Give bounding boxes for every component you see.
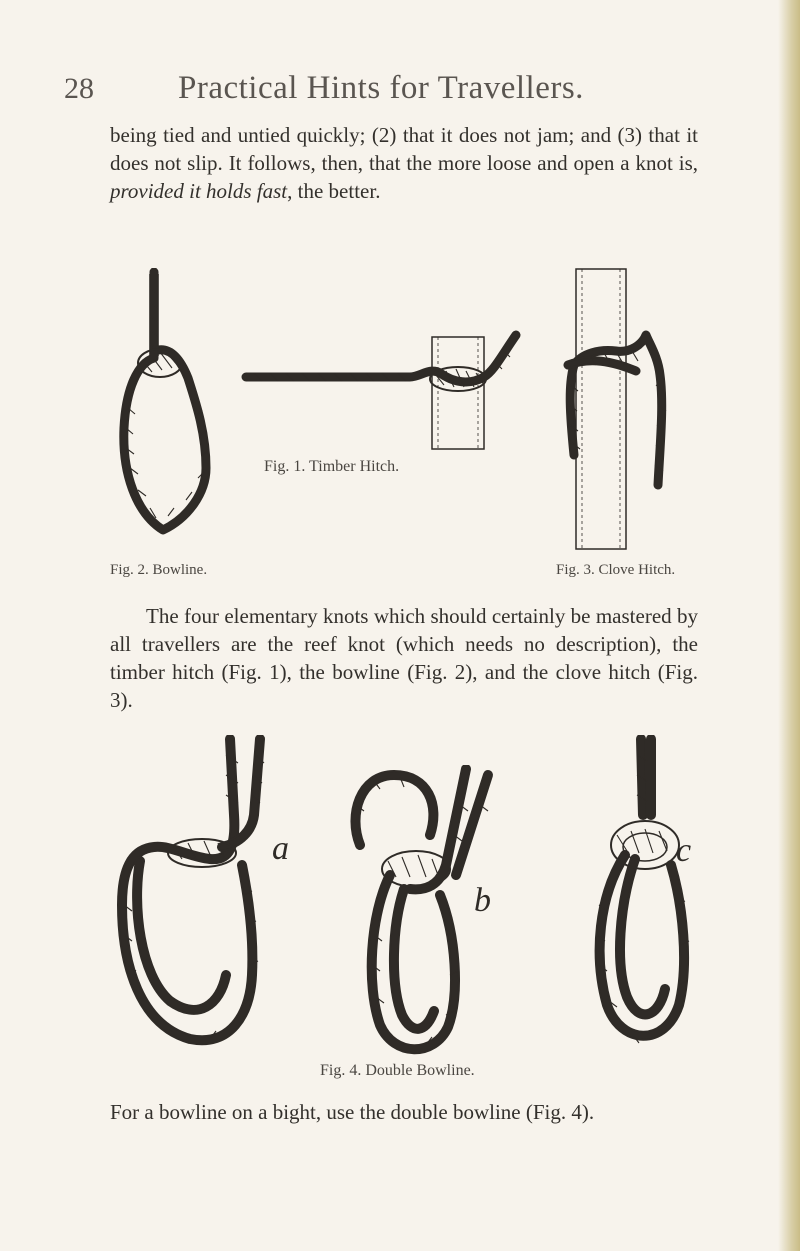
paragraph-3: For a bowline on a bight, use the double bowline (Fig. 4). (110, 1100, 595, 1124)
paragraph-1 (110, 121, 698, 205)
figure-4a-illustration (110, 735, 285, 1053)
bowline-illustration (108, 268, 218, 558)
paragraph-1-text-a: being tied and untied quickly; (2) that it does not jam; and (3) that it does not slip. It follows, then, that the more loose and open a knot is, (110, 123, 698, 175)
clove-hitch-illustration (560, 265, 680, 555)
figure-3-caption: Fig. 3. Clove Hitch. (556, 562, 676, 578)
figure-4-label-c: c (676, 832, 692, 869)
page-number: 28 (64, 72, 94, 105)
figure-3-clove-hitch (560, 265, 680, 555)
page-header (0, 70, 800, 120)
double-bowline-c (585, 735, 695, 1055)
paragraph-1-italic: provided it holds fast (110, 179, 288, 203)
figure-1-caption: Fig. 1. Timber Hitch. (264, 458, 400, 475)
figure-2-caption: Fig. 2. Bowline. (110, 562, 208, 578)
timber-hitch-illustration (240, 325, 530, 455)
figure-4-label-b: b (474, 882, 491, 919)
figure-2-bowline (108, 268, 218, 558)
paragraph-2: The four elementary knots which should certainly be mastered by all travellers are the reef knot (which needs no description), the timber hitch (Fig. 1), the bowline (Fig. 2), and the clove hitch (Fig. 3). (110, 604, 698, 712)
figure-4-label-a: a (272, 830, 289, 867)
double-bowline-a (110, 735, 285, 1053)
paragraph-1-text-b: , the better. (287, 179, 381, 203)
page-edge-shadow (778, 0, 800, 1251)
figure-4-caption: Fig. 4. Double Bowline. (320, 1062, 475, 1079)
figure-1-timber-hitch (240, 325, 530, 455)
figure-4c-illustration (585, 735, 695, 1055)
running-title: Practical Hints for Travellers. (178, 70, 584, 106)
